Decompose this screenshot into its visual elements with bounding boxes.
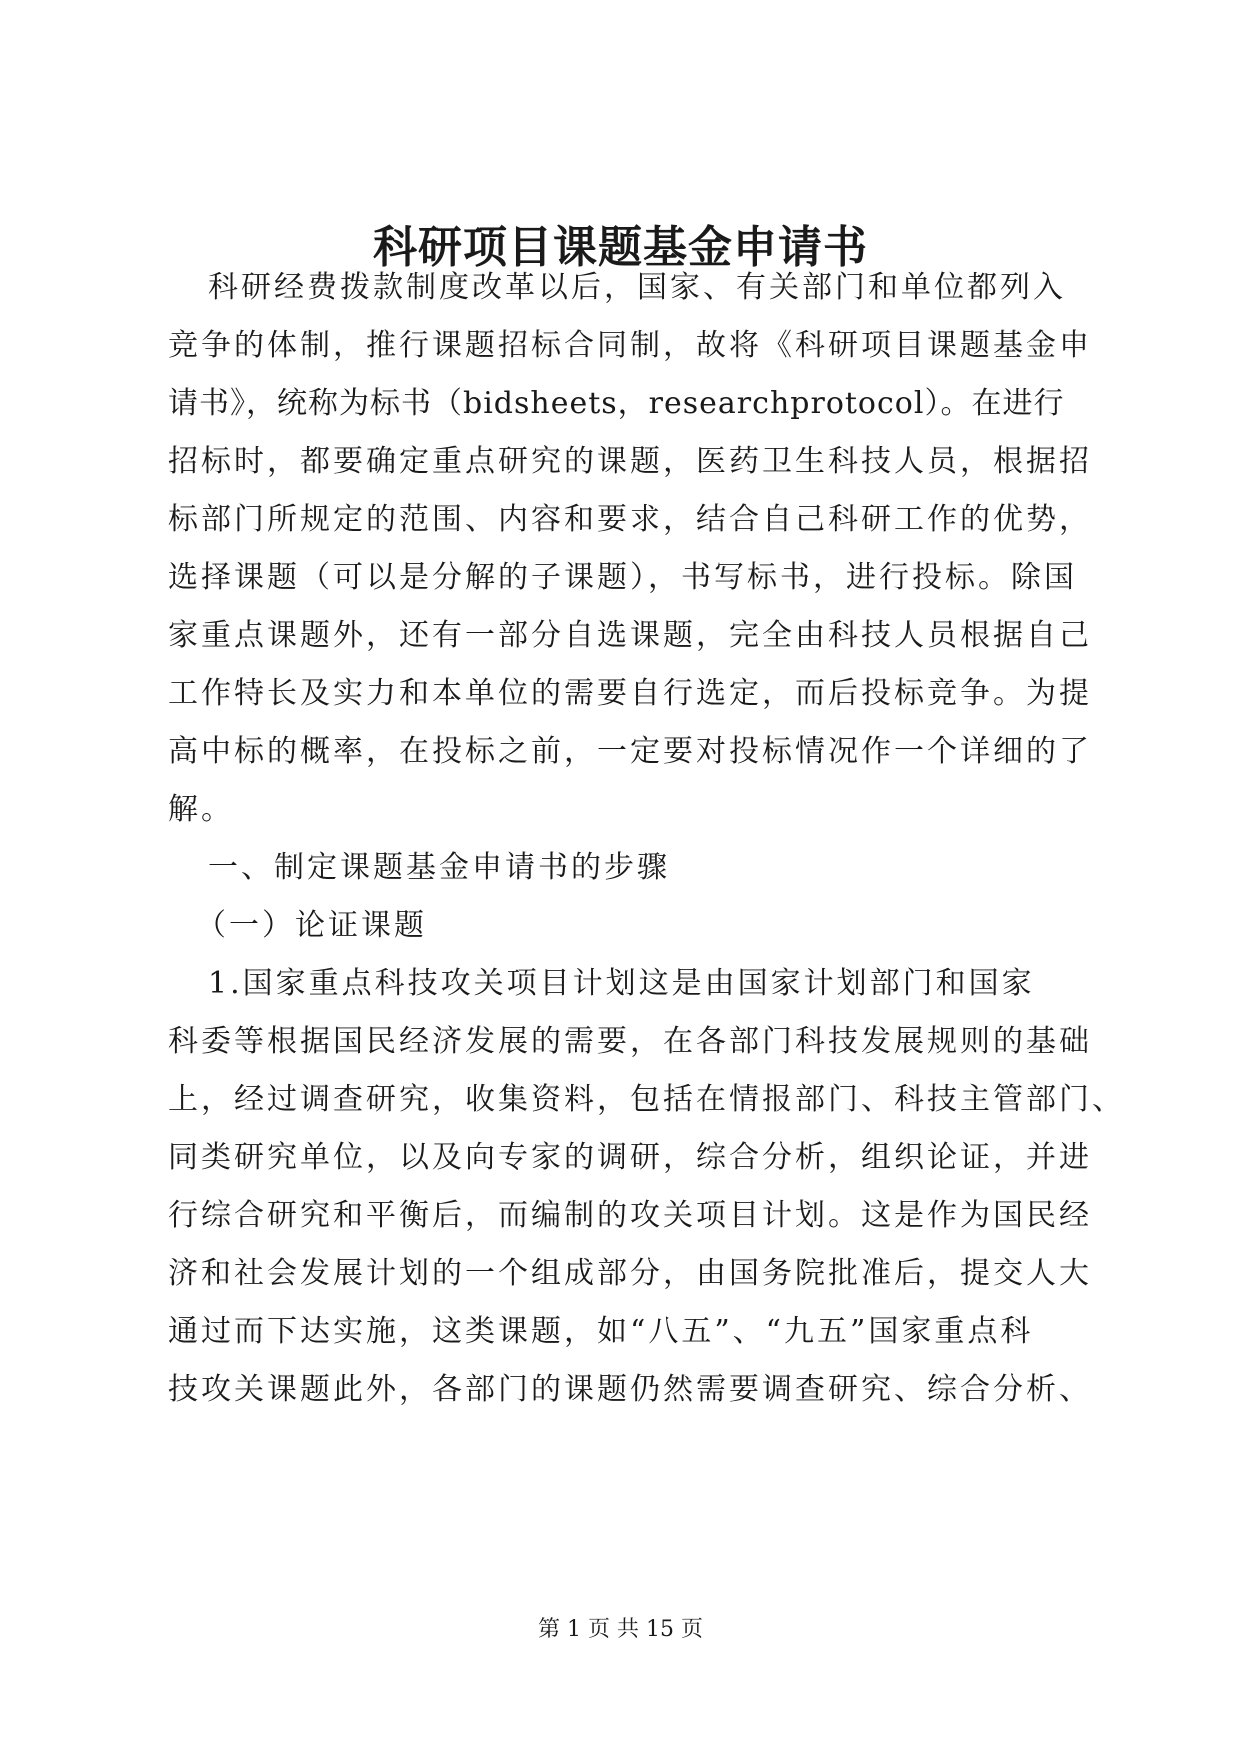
subsection-heading: （一）论证课题 bbox=[196, 908, 427, 943]
text-line: 家重点课题外，还有一部分自选课题，完全由科技人员根据自己 bbox=[168, 618, 1092, 653]
text-line: 上，经过调查研究，收集资料，包括在情报部门、科技主管部门、 bbox=[168, 1082, 1125, 1117]
text-line: 标部门所规定的范围、内容和要求，结合自己科研工作的优势， bbox=[168, 502, 1092, 537]
text-line: 高中标的概率，在投标之前，一定要对投标情况作一个详细的了 bbox=[168, 734, 1092, 769]
text-line: 请书》，统称为标书（bidsheets，researchprotocol）。在进行 bbox=[168, 386, 1065, 421]
text-line: 技攻关课题此外，各部门的课题仍然需要调查研究、综合分析、 bbox=[168, 1372, 1092, 1407]
text-line: 竞争的体制，推行课题招标合同制，故将《科研项目课题基金申 bbox=[168, 328, 1092, 363]
text-line: 通过而下达实施，这类课题，如“八五”、“九五”国家重点科 bbox=[168, 1314, 1034, 1349]
text-line: 解。 bbox=[168, 792, 234, 827]
text-line: 科研经费拨款制度改革以后，国家、有关部门和单位都列入 bbox=[208, 270, 1066, 305]
page-number: 第 1 页 共 15 页 bbox=[538, 1617, 703, 1642]
text-line: 1.国家重点科技攻关项目计划这是由国家计划部门和国家 bbox=[208, 966, 1035, 1001]
document-title: 科研项目课题基金申请书 bbox=[373, 222, 868, 273]
text-line: 选择课题（可以是分解的子课题），书写标书，进行投标。除国 bbox=[168, 560, 1077, 595]
text-line: 招标时，都要确定重点研究的课题，医药卫生科技人员，根据招 bbox=[168, 444, 1092, 479]
text-line: 济和社会发展计划的一个组成部分，由国务院批准后，提交人大 bbox=[168, 1256, 1092, 1291]
section-heading: 一、制定课题基金申请书的步骤 bbox=[208, 850, 670, 885]
text-line: 工作特长及实力和本单位的需要自行选定，而后投标竞争。为提 bbox=[168, 676, 1092, 711]
text-line: 同类研究单位，以及向专家的调研，综合分析，组织论证，并进 bbox=[168, 1140, 1092, 1175]
text-line: 科委等根据国民经济发展的需要，在各部门科技发展规则的基础 bbox=[168, 1024, 1092, 1059]
text-line: 行综合研究和平衡后，而编制的攻关项目计划。这是作为国民经 bbox=[168, 1198, 1092, 1233]
